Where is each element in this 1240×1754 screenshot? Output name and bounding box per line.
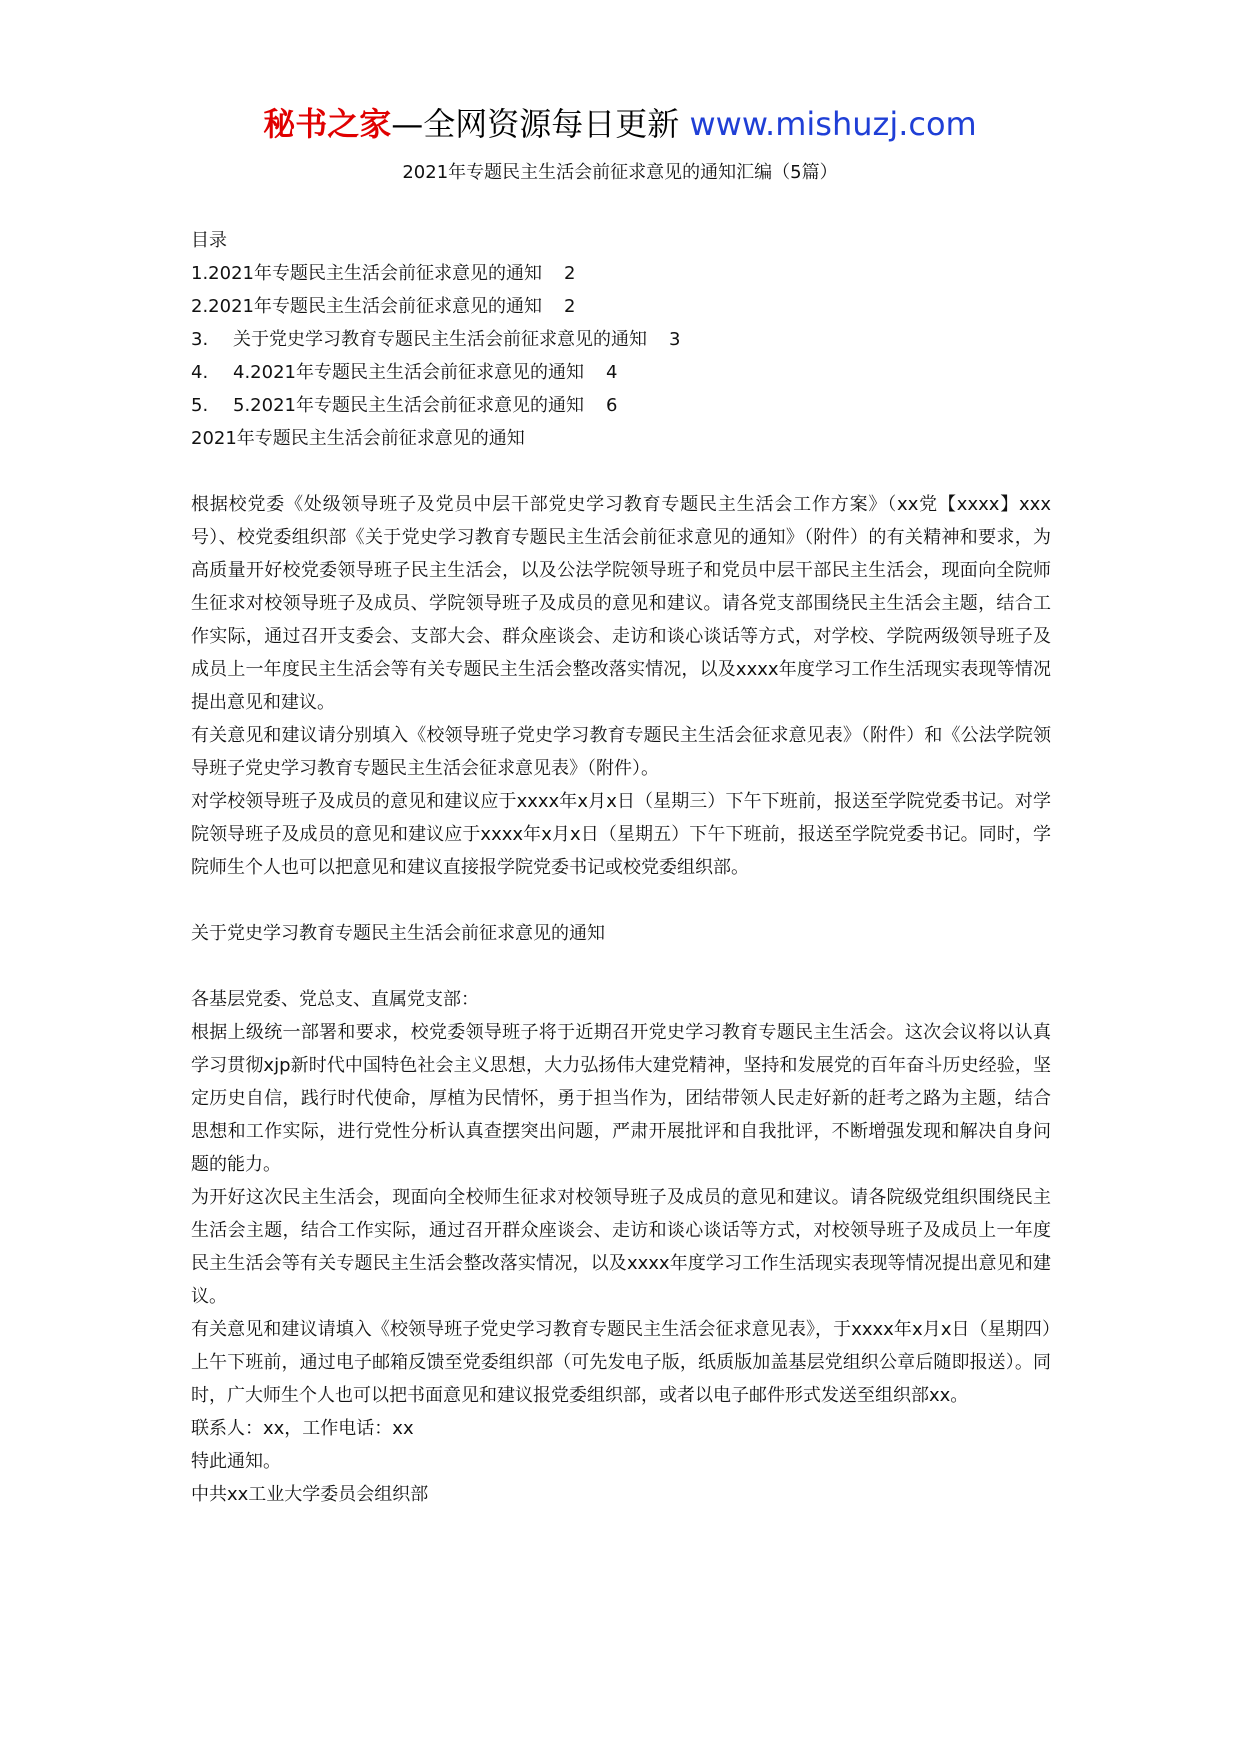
toc-item-number: 4. (191, 362, 209, 383)
section-heading: 2021年专题民主生活会前征求意见的通知 (191, 428, 525, 449)
toc-item-number: 5. (191, 395, 209, 416)
toc-item-page: 2 (563, 296, 576, 317)
paragraph: 有关意见和建议请分别填入《校领导班子党史学习教育专题民主生活会征求意见表》（附件）和《公法学院领导班子党史学习教育专题民主生活会征求意见表》（附件）。 (191, 725, 1051, 779)
paragraph: 对学校领导班子及成员的意见和建议应于xxxx年x月x日（星期三）下午下班前，报送至学院党委书记。对学院领导班子及成员的意见和建议应于xxxx年x月x日（星期五）下午下班前，报送至学院党委书记。同时，学院师生个人也可以把意见和建议直接报学院党委书记或校党委组织部。 (191, 791, 1051, 878)
toc-item-text: 2.2021年专题民主生活会前征求意见的通知 (191, 296, 542, 317)
toc-item-text: 5.2021年专题民主生活会前征求意见的通知 (233, 395, 584, 416)
banner-tagline: —全网资源每日更新 (391, 105, 690, 143)
toc-item-number: 3. (191, 329, 209, 350)
paragraph: 根据上级统一部署和要求，校党委领导班子将于近期召开党史学习教育专题民主生活会。这次会议将以认真学习贯彻xjp新时代中国特色社会主义思想，大力弘扬伟大建党精神，坚持和发展党的百年奋斗历史经验，坚定历史自信，践行时代使命，厚植为民情怀，勇于担当作为，团结带领人民走好新的赶考之路为主题，结合思想和工作实际，进行党性分析认真查摆突出问题，严肃开展批评和自我批评，不断增强发现和解决自身问题的能力。 (191, 1022, 1051, 1175)
toc-item-text: 4.2021年专题民主生活会前征求意见的通知 (233, 362, 584, 383)
blank-line (191, 950, 1051, 983)
toc-item-page: 3 (669, 329, 681, 350)
blank-line (191, 884, 1051, 917)
section-heading: 关于党史学习教育专题民主生活会前征求意见的通知 (191, 923, 605, 944)
toc-item-page: 2 (563, 263, 576, 284)
toc-heading: 目录 (191, 230, 227, 251)
paragraph: 为开好这次民主生活会，现面向全校师生征求对校领导班子及成员的意见和建议。请各院级党组织围绕民主生活会主题，结合工作实际，通过召开群众座谈会、走访和谈心谈话等方式，对校领导班子及成员上一年度民主生活会等有关专题民主生活会整改落实情况，以及xxxx年度学习工作生活现实表现等情况提出意见和建议。 (191, 1187, 1051, 1307)
toc-item[interactable] (191, 389, 1051, 422)
toc-item-page: 6 (605, 395, 618, 416)
signature-line: 中共xx工业大学委员会组织部 (191, 1484, 429, 1505)
banner-url-link[interactable]: www.mishuzj.com (689, 105, 977, 143)
toc-item-text: 1.2021年专题民主生活会前征求意见的通知 (191, 263, 542, 284)
document-body (191, 224, 1051, 1511)
closing-line: 特此通知。 (191, 1451, 281, 1472)
toc-item[interactable] (191, 257, 1051, 290)
site-banner (0, 102, 1240, 146)
toc-item[interactable] (191, 290, 1051, 323)
paragraph: 有关意见和建议请填入《校领导班子党史学习教育专题民主生活会征求意见表》，于xxxx年x月x日（星期四）上午下班前，通过电子邮箱反馈至党委组织部（可先发电子版，纸质版加盖基层党组织公章后随即报送）。同时，广大师生个人也可以把书面意见和建议报党委组织部，或者以电子邮件形式发送至组织部xx。 (191, 1319, 1051, 1406)
toc-item-text: 关于党史学习教育专题民主生活会前征求意见的通知 (233, 329, 647, 350)
toc-item-page: 4 (605, 362, 618, 383)
banner-brand: 秘书之家 (263, 105, 392, 143)
paragraph: 根据校党委《处级领导班子及党员中层干部党史学习教育专题民主生活会工作方案》（xx党【xxxx】xxx号）、校党委组织部《关于党史学习教育专题民主生活会前征求意见的通知》（附件）的有关精神和要求，为高质量开好校党委领导班子民主生活会，以及公法学院领导班子和党员中层干部民主生活会，现面向全院师生征求对校领导班子及成员、学院领导班子及成员的意见和建议。请各党支部围绕民主生活会主题，结合工作实际，通过召开支委会、支部大会、群众座谈会、走访和谈心谈话等方式，对学校、学院两级领导班子及成员上一年度民主生活会等有关专题民主生活会整改落实情况，以及xxxx年度学习工作生活现实表现等情况提出意见和建议。 (191, 494, 1051, 713)
document-title: 2021年专题民主生活会前征求意见的通知汇编（5篇） (402, 162, 838, 183)
toc-item[interactable] (191, 356, 1051, 389)
contact-line: 联系人：xx，工作电话：xx (191, 1418, 414, 1439)
salutation: 各基层党委、党总支、直属党支部： (191, 989, 479, 1010)
blank-line (191, 455, 1051, 488)
toc-item[interactable] (191, 323, 1051, 356)
